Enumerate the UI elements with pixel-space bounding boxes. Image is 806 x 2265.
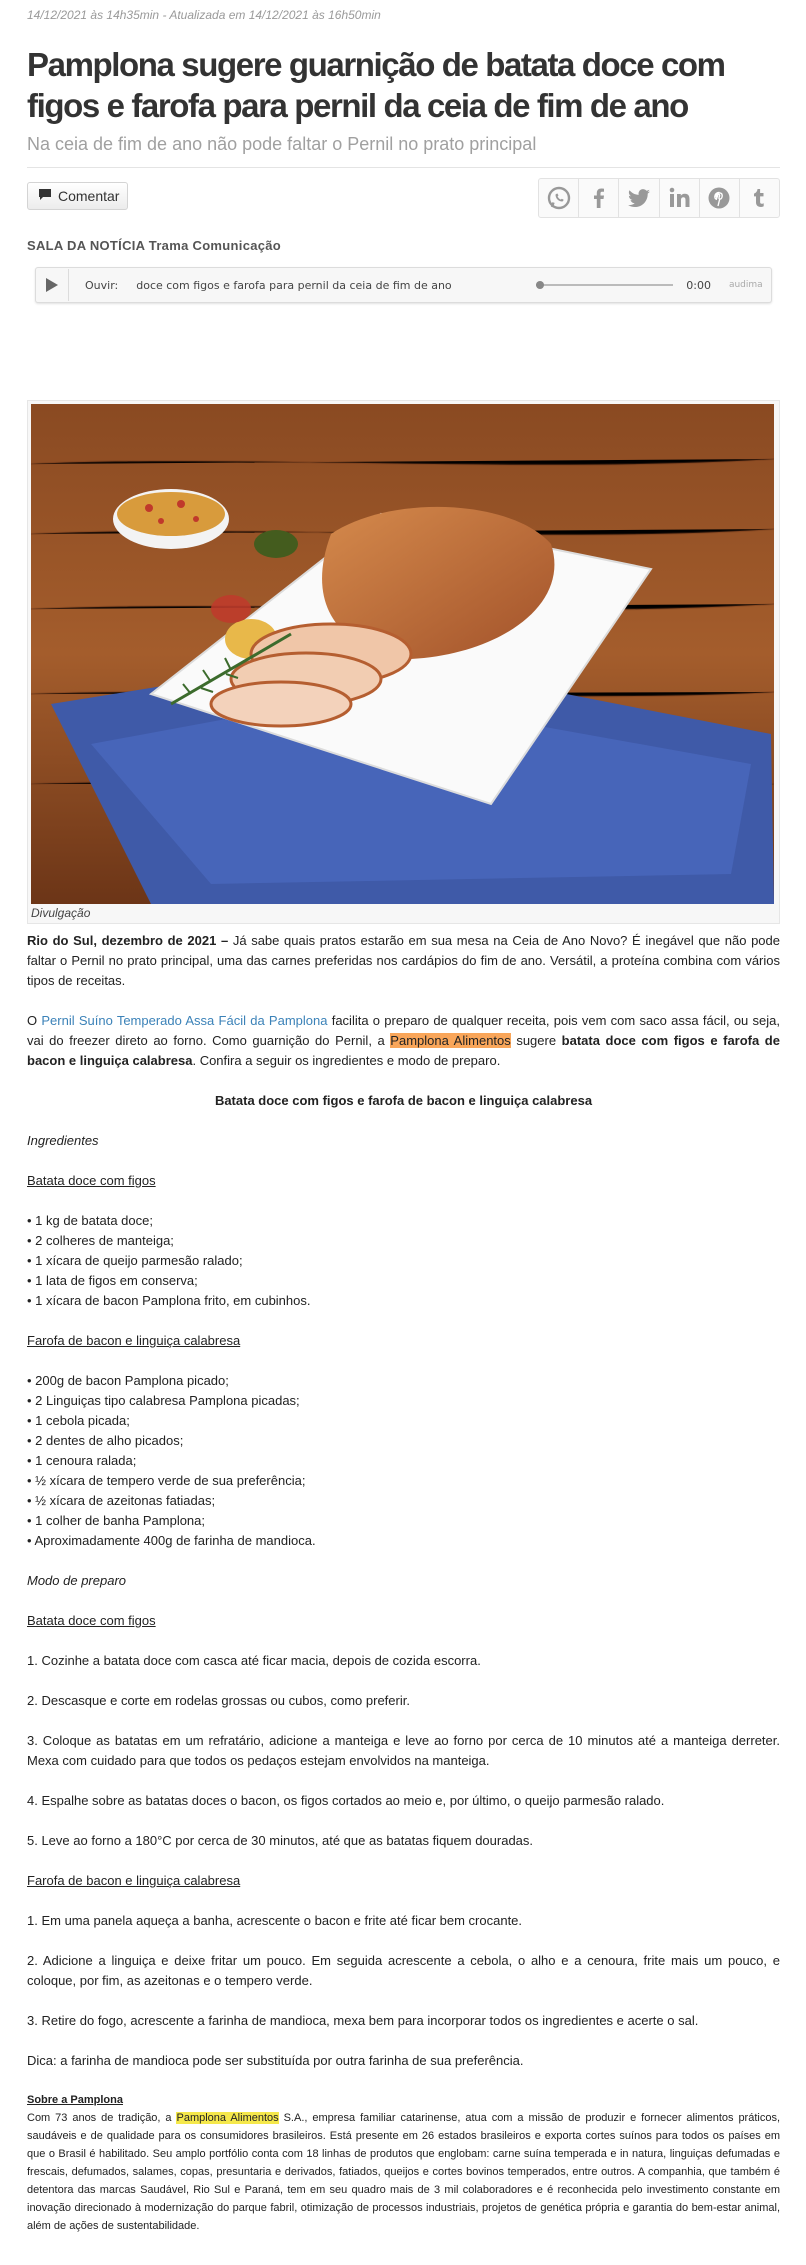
dateline: Rio do Sul, dezembro de 2021 – [27, 933, 229, 948]
sub-heading-farofa: Farofa de bacon e linguiça calabresa [27, 1333, 241, 1348]
play-icon [45, 277, 59, 293]
intro-text: Já sabe quais pratos estarão em sua mesa na Ceia de Ano Novo? É inegável que não pode faltar o Pernil no prato principal, uma das carnes preferidas nos cardápios do fim de ano. Versátil, a proteína combina com vários tipos de receitas. [27, 933, 780, 988]
about-paragraph [27, 2109, 780, 2235]
comment-button[interactable] [27, 182, 128, 210]
share-buttons [538, 178, 780, 218]
ingredient-item: • 1 xícara de queijo parmesão ralado; [27, 1253, 243, 1268]
article-body [27, 931, 780, 2235]
product-link[interactable]: Pernil Suíno Temperado Assa Fácil da Pamplona [41, 1013, 328, 1028]
ingredient-item: • Aproximadamente 400g de farinha de mandioca. [27, 1533, 316, 1548]
action-bar [27, 178, 780, 222]
ingredient-item: • 1 kg de batata doce; [27, 1213, 153, 1228]
ingredient-item: • 2 dentes de alho picados; [27, 1433, 184, 1448]
text-span: S.A., empresa familiar catarinense, atua com a missão de produzir e fornecer alimentos práticos, saudáveis e de qualidade para os consumidores brasileiros. Está presente em 26 estados brasileiros e exporta cortes suínos para todos os países em que o Brasil é habilitado. Seu amplo portfólio conta com 18 linhas de produtos que englobam: carne suína temperada e in natura, linguiças defumadas e frescais, defumados, salames, copas, presuntaria e derivados, fatiados, queijos e cortes bovinos temperados, entre outros. A companhia, que também é detentora das marcas Saudável, Rio Sul e Paraná, tem em seu quadro mais de 3 mil colaboradores e é reconhecida pelo investimento constante em inovação direcionado à modernização do parque fabril, otimização de processos industriais, projetos de genética própria e garantia do bem-estar animal, além de ações de sustentabilidade. [27, 2112, 781, 2232]
ingredient-item: • 1 xícara de bacon Pamplona frito, em cubinhos. [27, 1293, 311, 1308]
step-item: 3. Retire do fogo, acrescente a farinha de mandioca, mexa bem para incorporar todos os ingredientes e acerte o sal. [27, 2013, 699, 2028]
audio-brand: audima [728, 280, 763, 290]
text-span: . Confira a seguir os ingredientes e modo de preparo. [192, 1053, 501, 1068]
whatsapp-icon[interactable] [539, 179, 579, 217]
audio-time: 0:00 [686, 278, 711, 292]
step-item: 1. Em uma panela aqueça a banha, acrescente o bacon e frite até ficar bem crocante. [27, 1913, 523, 1928]
ingredient-item: • 1 cenoura ralada; [27, 1453, 137, 1468]
audio-progress-slider[interactable] [536, 284, 673, 286]
audio-progress-handle[interactable] [536, 281, 544, 289]
ingredients-list-batata [27, 1211, 780, 1311]
text-span: O [27, 1013, 42, 1028]
tip-paragraph: Dica: a farinha de mandioca pode ser substituída por outra farinha de sua preferência. [27, 2053, 524, 2068]
listen-label: Ouvir: [85, 278, 119, 292]
pinterest-icon[interactable] [700, 179, 740, 217]
pernil-photo [31, 404, 774, 904]
twitter-icon[interactable] [619, 179, 659, 217]
step-item: 4. Espalhe sobre as batatas doces o bacon, os figos cortados ao meio e, por último, o queijo parmesão ralado. [27, 1793, 665, 1808]
audio-player [35, 267, 772, 303]
audio-title: doce com figos e farofa para pernil da ceia de fim de ano [136, 278, 452, 292]
play-button[interactable] [36, 269, 69, 301]
divider [27, 167, 780, 168]
comment-label: Comentar [58, 188, 120, 204]
text-span: facilita o preparo de qualquer receita, pois vem com saco assa fácil, ou seja, vai do freezer direto ao forno. Como guarnição do Pernil, a [27, 1013, 780, 1048]
ingredient-item: • 2 colheres de manteiga; [27, 1233, 174, 1248]
step-item: 3. Coloque as batatas em um refratário, adicione a manteiga e leve ao forno por cerca de 10 minutos até a manteiga derreter. Mexa com cuidado para que todos os pedaços estejam envolvidos na manteiga. [27, 1733, 780, 1768]
headline: Pamplona sugere guarnição de batata doce com figos e farofa para pernil da ceia de fim de ano [27, 46, 725, 124]
step-item: 1. Cozinhe a batata doce com casca até ficar macia, depois de cozida escorra. [27, 1653, 481, 1668]
text-span: Com 73 anos de tradição, a [27, 2112, 177, 2124]
recipe-bold: batata doce com figos e farofa de bacon e linguiça calabresa [27, 1033, 780, 1068]
ingredients-heading: Ingredientes [27, 1133, 99, 1148]
recipe-title: Batata doce com figos e farofa de bacon e linguiça calabresa [214, 1093, 593, 1108]
ingredient-item: • 200g de bacon Pamplona picado; [27, 1373, 229, 1388]
subtitle: Na ceia de fim de ano não pode faltar o Pernil no prato principal [27, 134, 537, 154]
linkedin-icon[interactable] [660, 179, 700, 217]
ingredient-item: • 2 Linguiças tipo calabresa Pamplona picadas; [27, 1393, 300, 1408]
intro-paragraph [27, 931, 780, 991]
ingredients-list-farofa [27, 1371, 780, 1551]
text-span: sugere [510, 1033, 562, 1048]
tumblr-icon[interactable] [740, 179, 779, 217]
article-page [27, 0, 780, 2235]
publish-dates: 14/12/2021 às 14h35min - Atualizada em 14/12/2021 às 16h50min [27, 8, 381, 22]
method-sub-heading-farofa: Farofa de bacon e linguiça calabresa [27, 1873, 241, 1888]
source-label: SALA DA NOTÍCIA Trama Comunicação [27, 238, 282, 253]
facebook-icon[interactable] [579, 179, 619, 217]
step-item: 2. Adicione a linguiça e deixe fritar um pouco. Em seguida acrescente a cebola, o alho e a cenoura, frite mais um pouco, e coloque, por fim, as azeitonas e o tempero verde. [27, 1953, 780, 1988]
product-paragraph [27, 1011, 780, 1071]
ingredient-item: • ½ xícara de tempero verde de sua preferência; [27, 1473, 306, 1488]
ingredient-item: • ½ xícara de azeitonas fatiadas; [27, 1493, 216, 1508]
brand-highlight: Pamplona Alimentos [390, 1033, 511, 1048]
speech-bubble-icon [38, 188, 52, 204]
steps-farofa [27, 1911, 780, 2051]
ingredient-item: • 1 lata de figos em conserva; [27, 1273, 198, 1288]
ingredient-item: • 1 cebola picada; [27, 1413, 130, 1428]
method-sub-heading-batata: Batata doce com figos [27, 1613, 156, 1628]
step-item: 5. Leve ao forno a 180°C por cerca de 30 minutos, até que as batatas fiquem douradas. [27, 1833, 534, 1848]
about-heading: Sobre a Pamplona [27, 2094, 123, 2106]
steps-batata [27, 1651, 780, 1871]
article-figure [27, 400, 780, 924]
brand-highlight: Pamplona Alimentos [176, 2112, 279, 2124]
ingredient-item: • 1 colher de banha Pamplona; [27, 1513, 206, 1528]
method-heading: Modo de preparo [27, 1573, 127, 1588]
sub-heading-batata: Batata doce com figos [27, 1173, 156, 1188]
photo-caption: Divulgação [31, 906, 91, 920]
step-item: 2. Descasque e corte em rodelas grossas ou cubos, como preferir. [27, 1693, 410, 1708]
